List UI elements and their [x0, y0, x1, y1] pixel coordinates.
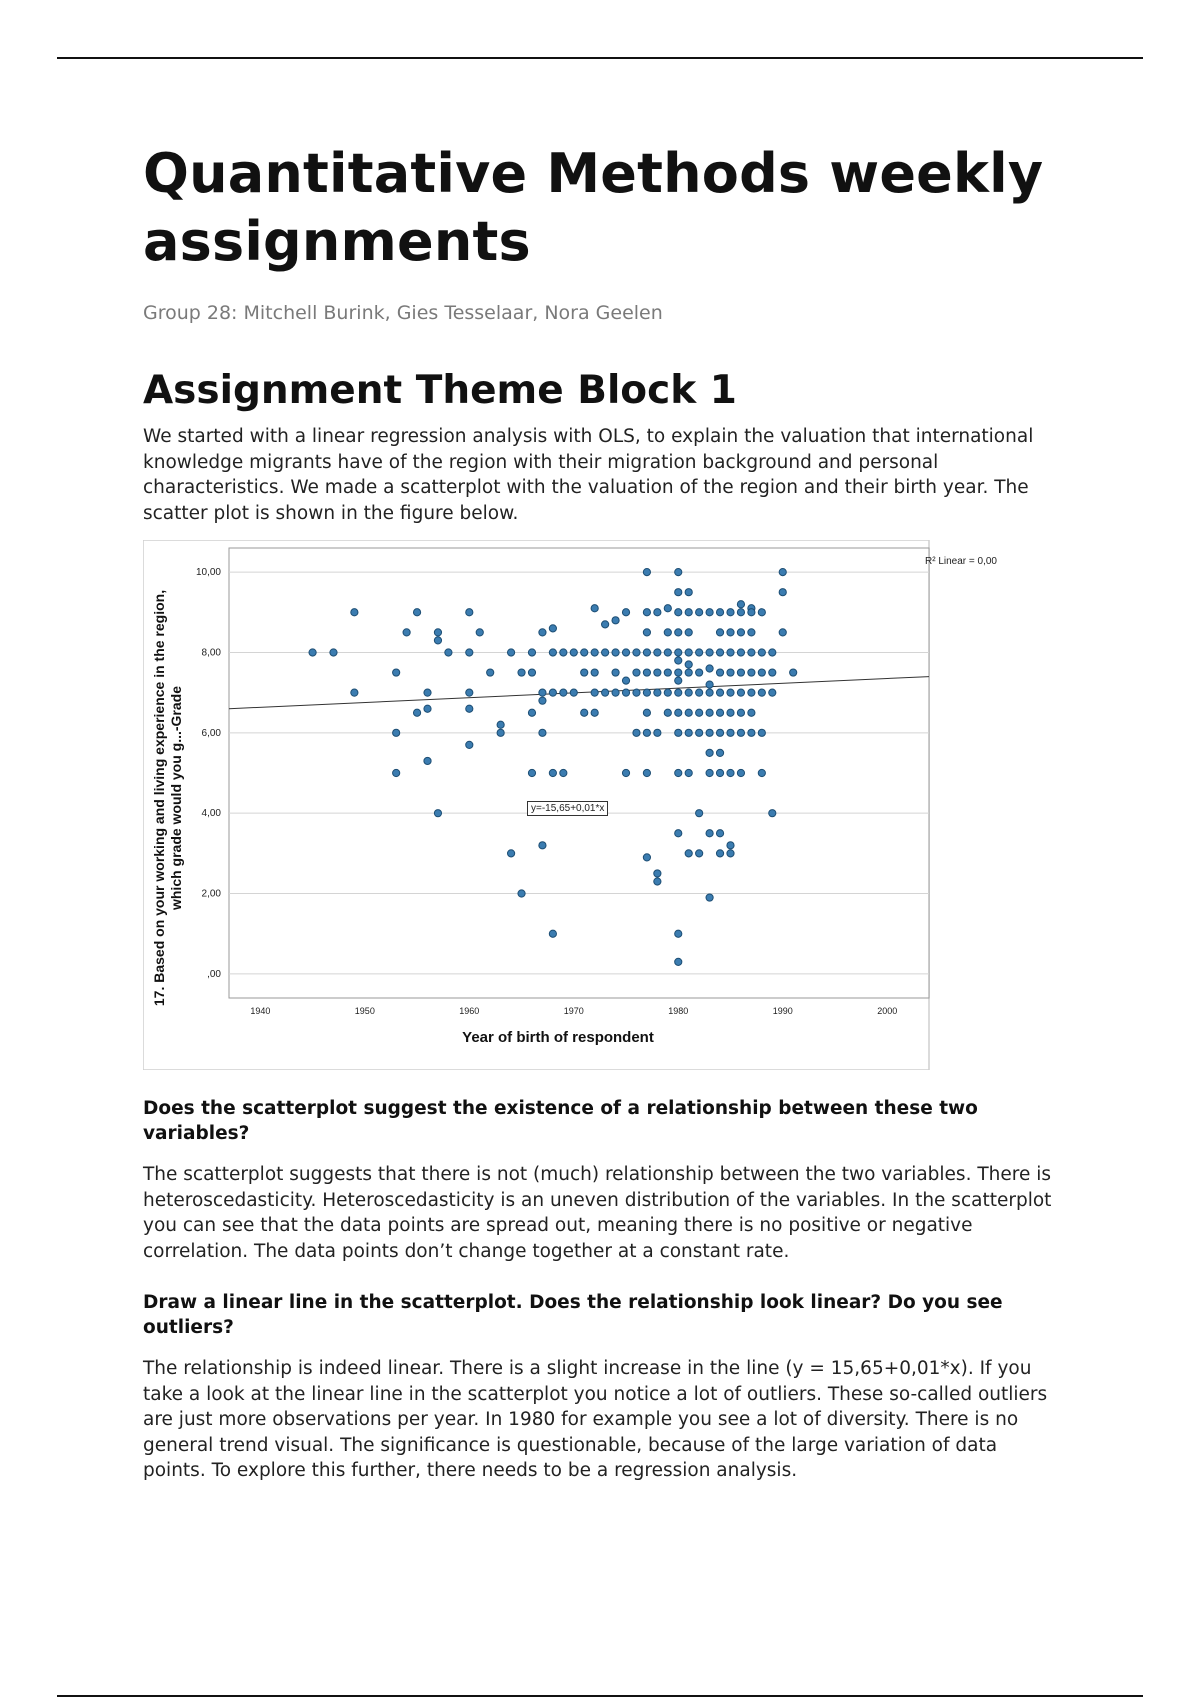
data-point — [706, 649, 713, 656]
data-point — [528, 769, 535, 776]
data-point — [612, 669, 619, 676]
data-point — [685, 689, 692, 696]
data-point — [581, 669, 588, 676]
data-point — [737, 609, 744, 616]
data-point — [727, 769, 734, 776]
data-point — [696, 810, 703, 817]
data-point — [758, 669, 765, 676]
data-point — [539, 697, 546, 704]
data-point — [591, 689, 598, 696]
question-1: Does the scatterplot suggest the existence of a relationship between these two variables? — [143, 1098, 978, 1144]
data-point — [654, 870, 661, 877]
data-point — [466, 741, 473, 748]
data-point — [675, 649, 682, 656]
data-point — [748, 629, 755, 636]
data-point — [758, 689, 765, 696]
data-point — [758, 609, 765, 616]
data-point — [758, 729, 765, 736]
data-point — [685, 661, 692, 668]
data-point — [675, 930, 682, 937]
data-point — [748, 709, 755, 716]
data-point — [706, 609, 713, 616]
data-point — [643, 569, 650, 576]
data-point — [675, 709, 682, 716]
data-point — [622, 649, 629, 656]
data-point — [654, 649, 661, 656]
data-point — [487, 669, 494, 676]
y-tick-label: 8,00 — [201, 647, 221, 659]
data-point — [507, 649, 514, 656]
data-point — [664, 629, 671, 636]
y-axis-label: 17. Based on your working and living experience in the region, which grade would you g...-Grade — [151, 589, 184, 1007]
data-point — [528, 709, 535, 716]
x-axis-label: Year of birth of respondent — [462, 1029, 654, 1046]
data-point — [466, 705, 473, 712]
data-point — [716, 749, 723, 756]
data-point — [706, 769, 713, 776]
bottom-rule — [57, 1695, 1143, 1697]
data-point — [612, 689, 619, 696]
data-point — [612, 617, 619, 624]
data-point — [591, 605, 598, 612]
data-point — [675, 830, 682, 837]
y-tick-label: 10,00 — [195, 567, 221, 579]
data-point — [706, 729, 713, 736]
answer-1: The scatterplot suggests that there is not (much) relationship between the two variables. There is heteroscedasticity. Heteroscedasticity is an uneven distribution of the variables. In the scatterplot you can see that the data points are spread out, meaning there is no positive or negative correlation. The data points don’t change together at a constant rate. — [143, 1164, 1052, 1262]
data-point — [685, 649, 692, 656]
data-point — [518, 669, 525, 676]
data-point — [664, 709, 671, 716]
data-point — [497, 729, 504, 736]
data-point — [351, 609, 358, 616]
data-point — [424, 757, 431, 764]
authors-line: Group 28: Mitchell Burink, Gies Tesselaar, Nora Geelen — [143, 302, 663, 324]
document-body — [143, 140, 1058, 1484]
data-point — [716, 609, 723, 616]
data-point — [737, 649, 744, 656]
data-point — [570, 649, 577, 656]
data-point — [716, 709, 723, 716]
data-point — [622, 769, 629, 776]
data-point — [507, 850, 514, 857]
data-point — [393, 669, 400, 676]
data-point — [549, 930, 556, 937]
data-point — [716, 830, 723, 837]
data-point — [591, 669, 598, 676]
data-point — [403, 629, 410, 636]
data-point — [748, 669, 755, 676]
data-point — [779, 629, 786, 636]
data-point — [424, 705, 431, 712]
data-point — [633, 669, 640, 676]
data-point — [675, 569, 682, 576]
data-point — [549, 625, 556, 632]
data-point — [716, 669, 723, 676]
data-point — [716, 649, 723, 656]
data-point — [602, 689, 609, 696]
data-point — [654, 729, 661, 736]
data-point — [737, 629, 744, 636]
y-tick-label: ,00 — [207, 968, 221, 980]
data-point — [497, 721, 504, 728]
data-point — [727, 850, 734, 857]
x-tick-label: 1980 — [668, 1006, 689, 1016]
data-point — [549, 649, 556, 656]
data-point — [434, 629, 441, 636]
data-point — [664, 605, 671, 612]
data-point — [779, 589, 786, 596]
x-tick-label: 1950 — [354, 1006, 375, 1016]
y-tick-label: 6,00 — [201, 727, 221, 739]
data-point — [602, 649, 609, 656]
data-point — [727, 842, 734, 849]
data-point — [716, 629, 723, 636]
data-point — [758, 649, 765, 656]
data-point — [706, 681, 713, 688]
data-point — [685, 729, 692, 736]
data-point — [737, 601, 744, 608]
data-point — [748, 689, 755, 696]
data-point — [622, 689, 629, 696]
data-point — [549, 769, 556, 776]
data-point — [706, 749, 713, 756]
fit-equation-label: y=-15,65+0,01*x — [527, 801, 608, 816]
data-point — [581, 709, 588, 716]
data-point — [696, 649, 703, 656]
data-point — [727, 649, 734, 656]
data-point — [769, 649, 776, 656]
data-point — [675, 769, 682, 776]
data-point — [675, 609, 682, 616]
data-point — [476, 629, 483, 636]
data-point — [769, 669, 776, 676]
data-point — [664, 649, 671, 656]
data-point — [581, 649, 588, 656]
data-point — [643, 629, 650, 636]
data-point — [706, 894, 713, 901]
data-point — [393, 769, 400, 776]
data-point — [675, 657, 682, 664]
data-point — [716, 729, 723, 736]
data-point — [633, 649, 640, 656]
data-point — [675, 629, 682, 636]
question-2: Draw a linear line in the scatterplot. Does the relationship look linear? Do you see outliers? — [143, 1292, 1003, 1338]
data-point — [654, 669, 661, 676]
data-point — [706, 665, 713, 672]
data-point — [737, 689, 744, 696]
data-point — [539, 689, 546, 696]
data-point — [602, 621, 609, 628]
data-point — [685, 709, 692, 716]
data-point — [727, 669, 734, 676]
data-point — [779, 569, 786, 576]
data-point — [560, 649, 567, 656]
y-tick-label: 2,00 — [201, 888, 221, 900]
data-point — [685, 850, 692, 857]
data-point — [560, 769, 567, 776]
data-point — [654, 878, 661, 885]
x-tick-label: 1940 — [250, 1006, 271, 1016]
data-point — [622, 609, 629, 616]
data-point — [413, 609, 420, 616]
data-point — [675, 729, 682, 736]
data-point — [664, 689, 671, 696]
data-point — [528, 669, 535, 676]
data-point — [748, 729, 755, 736]
data-point — [654, 609, 661, 616]
data-point — [570, 689, 577, 696]
plot-area — [229, 548, 929, 998]
y-tick-label: 4,00 — [201, 808, 221, 820]
data-point — [675, 677, 682, 684]
data-point — [716, 769, 723, 776]
data-point — [696, 609, 703, 616]
answer-2: The relationship is indeed linear. There is a slight increase in the line (y = 15,65+0,01*x). If you take a look at the linear line in the scatterplot you notice a lot of outliers. These so-called outliers are just more observations per year. In 1980 for example you see a lot of diversity. There is no general trend visual. The significance is questionable, because of the large variation of data points. To explore this further, there needs to be a regression analysis. — [143, 1358, 1048, 1481]
data-point — [549, 689, 556, 696]
data-point — [351, 689, 358, 696]
data-point — [622, 677, 629, 684]
data-point — [737, 669, 744, 676]
data-point — [675, 669, 682, 676]
data-point — [727, 709, 734, 716]
scatterplot-figure — [143, 540, 1043, 1070]
top-rule — [57, 57, 1143, 59]
data-point — [748, 609, 755, 616]
data-point — [696, 689, 703, 696]
data-point — [591, 709, 598, 716]
data-point — [675, 589, 682, 596]
x-tick-label: 2000 — [877, 1006, 898, 1016]
data-point — [716, 689, 723, 696]
data-point — [434, 810, 441, 817]
data-point — [654, 689, 661, 696]
document-title: Quantitative Methods weekly assignments — [143, 142, 1044, 273]
data-point — [737, 729, 744, 736]
data-point — [758, 769, 765, 776]
data-point — [393, 729, 400, 736]
data-point — [727, 609, 734, 616]
data-point — [424, 689, 431, 696]
data-point — [518, 890, 525, 897]
data-point — [434, 637, 441, 644]
x-tick-label: 1970 — [563, 1006, 584, 1016]
data-point — [643, 709, 650, 716]
data-point — [737, 709, 744, 716]
data-point — [685, 629, 692, 636]
data-point — [643, 669, 650, 676]
data-point — [675, 689, 682, 696]
data-point — [737, 769, 744, 776]
data-point — [727, 689, 734, 696]
section-heading: Assignment Theme Block 1 — [143, 368, 737, 413]
data-point — [643, 854, 650, 861]
data-point — [716, 850, 723, 857]
data-point — [643, 649, 650, 656]
intro-paragraph: We started with a linear regression analysis with OLS, to explain the valuation that international knowledge migrants have of the region with their migration background and personal characteristics. We made a scatterplot with the valuation of the region and their birth year. The scatter plot is shown in the figure below. — [143, 426, 1034, 524]
data-point — [330, 649, 337, 656]
data-point — [769, 689, 776, 696]
data-point — [696, 850, 703, 857]
data-point — [748, 649, 755, 656]
data-point — [633, 689, 640, 696]
data-point — [706, 830, 713, 837]
r2-label: R² Linear = 0,00 — [925, 556, 997, 567]
data-point — [413, 709, 420, 716]
data-point — [675, 958, 682, 965]
data-point — [696, 729, 703, 736]
data-point — [539, 842, 546, 849]
x-tick-label: 1990 — [772, 1006, 793, 1016]
data-point — [769, 810, 776, 817]
data-point — [643, 689, 650, 696]
data-point — [528, 649, 535, 656]
data-point — [706, 689, 713, 696]
data-point — [643, 729, 650, 736]
data-point — [727, 629, 734, 636]
data-point — [685, 589, 692, 596]
data-point — [696, 669, 703, 676]
data-point — [309, 649, 316, 656]
data-point — [466, 689, 473, 696]
data-point — [790, 669, 797, 676]
data-point — [643, 769, 650, 776]
data-point — [685, 669, 692, 676]
data-point — [706, 709, 713, 716]
data-point — [696, 709, 703, 716]
data-point — [643, 609, 650, 616]
data-point — [612, 649, 619, 656]
data-point — [466, 609, 473, 616]
data-point — [633, 729, 640, 736]
data-point — [591, 649, 598, 656]
data-point — [466, 649, 473, 656]
data-point — [685, 609, 692, 616]
data-point — [664, 669, 671, 676]
data-point — [445, 649, 452, 656]
data-point — [685, 769, 692, 776]
x-tick-label: 1960 — [459, 1006, 480, 1016]
data-point — [560, 689, 567, 696]
data-point — [539, 729, 546, 736]
data-point — [539, 629, 546, 636]
data-point — [727, 729, 734, 736]
